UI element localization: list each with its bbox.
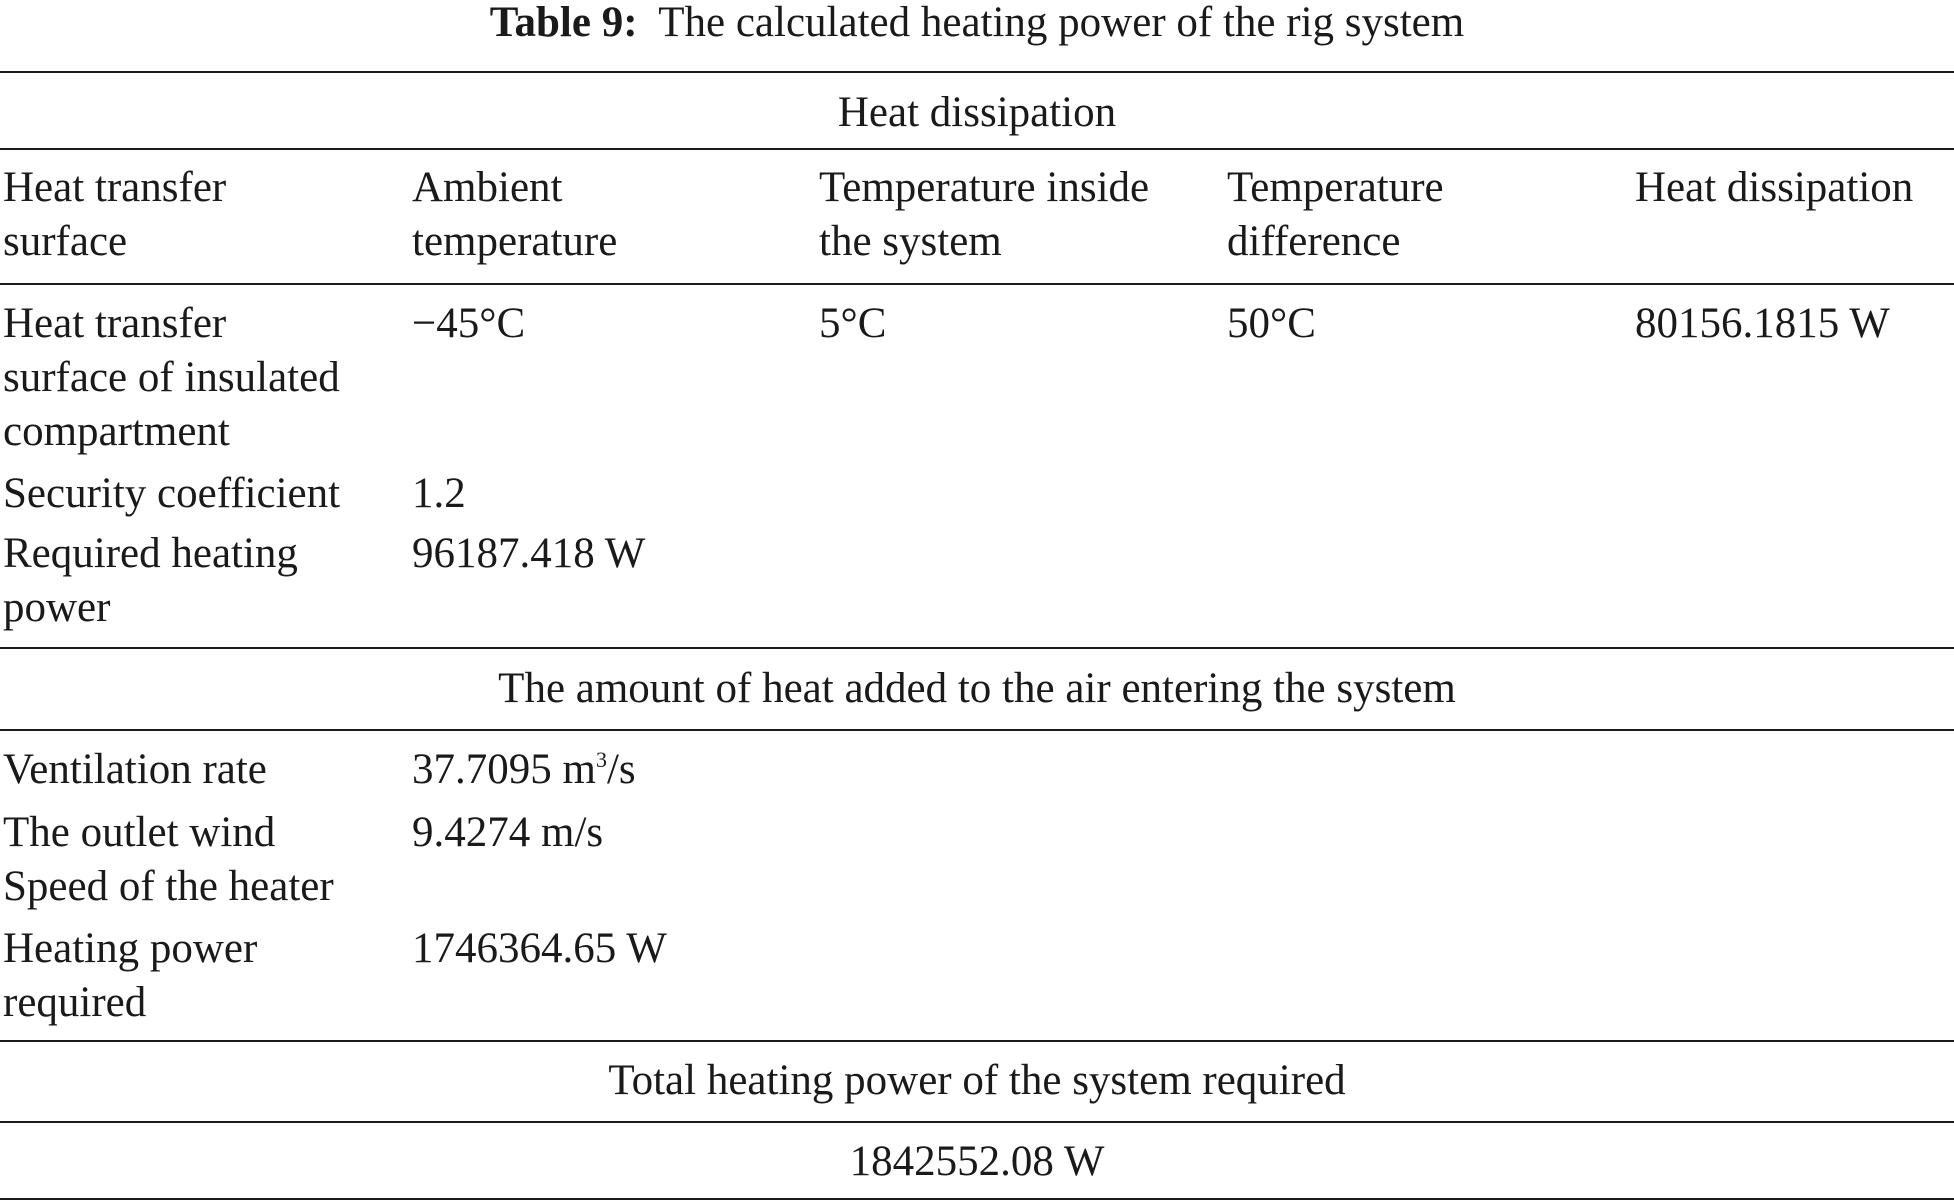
header-heat-dissipation: Heat dissipation [1635,164,1914,211]
cell-outlet-wind-value: 9.4274 m/s [412,809,604,856]
table-caption-label: Table 9: [489,0,638,46]
cell-ventilation-value: 37.7095 $m^3/s$ [412,746,636,793]
rule-below-headers [0,283,1954,285]
cell-security-value: 1.2 [412,470,466,517]
cell-inside-value: 5°C [819,300,887,347]
header-temperature-inside: Temperature inside the system [819,164,1150,265]
cell-total-value: 1842552.08 W [849,1138,1105,1185]
table-caption [0,0,1954,52]
table-caption-text: The calculated heating power of the rig system [658,0,1465,46]
cell-heating-power-value: 1746364.65 W [412,925,667,972]
cell-ambient-value: −45°C [412,300,526,347]
cell-required-heating-label: Required heating power [3,530,298,631]
rule-bottom [0,1198,1954,1200]
header-ambient-temperature: Ambient temperature [412,164,618,265]
rule-below-total-title [0,1121,1954,1123]
cell-surface-insulated-compartment: Heat transfer surface of insulated compartment [3,300,340,455]
cell-required-heating-value: 96187.418 W [412,530,646,577]
rule-below-heat-dissipation-title [0,148,1954,150]
cell-dissipation-value: 80156.1815 W [1635,300,1890,347]
rule-above-total [0,1040,1954,1042]
section-title-total: Total heating power of the system required [608,1057,1346,1104]
header-temperature-difference: Temperature difference [1227,164,1444,265]
cell-difference-value: 50°C [1227,300,1316,347]
cell-heating-power-label: Heating power required [3,925,258,1026]
cell-ventilation-label: Ventilation rate [3,746,267,793]
cell-outlet-wind-label: The outlet wind Speed of the heater [3,809,334,910]
section-title-air-heat: The amount of heat added to the air entering the system [498,665,1456,712]
rule-below-air-heat-title [0,729,1954,731]
rule-above-air-heat [0,647,1954,649]
section-title-heat-dissipation: Heat dissipation [837,89,1117,136]
header-heat-transfer-surface: Heat transfer surface [3,164,227,265]
cell-security-label: Security coefficient [3,470,341,517]
rule-top [0,71,1954,73]
